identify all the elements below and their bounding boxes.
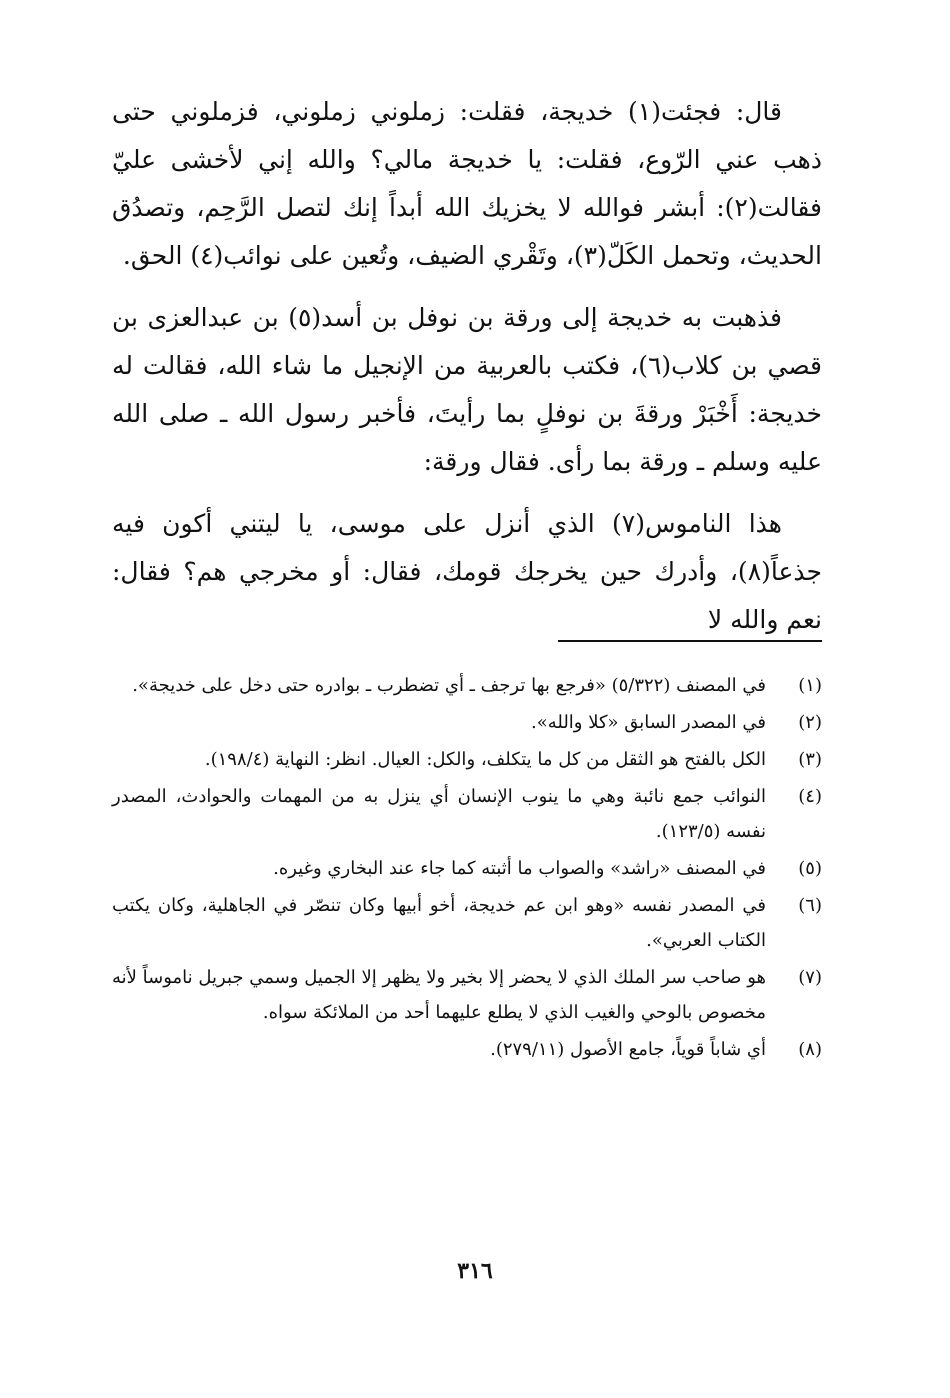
footnote-text: في المصنف «راشد» والصواب ما أثبته كما جاء عند البخاري وغيره.	[273, 858, 766, 879]
page-number: ٣١٦	[457, 1258, 493, 1284]
footnote-text: في المصدر السابق «كلا والله».	[530, 712, 766, 733]
footnote-text: في المصدر نفسه «وهو ابن عم خديجة، أخو أبيها وكان تنصّر في الجاهلية، وكان يكتب الكتاب العربي».	[112, 895, 766, 951]
paragraph-3: هذا الناموس(٧) الذي أنزل على موسى، يا ليتني أكون فيه جذعاً(٨)، وأدرك حين يخرجك قومك، فقال: أو مخرجي هم؟ فقال: نعم والله لا	[112, 509, 822, 634]
footnotes	[112, 668, 822, 1069]
paragraph-2: فذهبت به خديجة إلى ورقة بن نوفل بن أسد(٥) بن عبدالعزى بن قصي بن كلاب(٦)، فكتب بالعربية من الإنجيل ما شاء الله، فقالت له خديجة: أَخْبَرْ ورقةَ بن نوفلٍ بما رأيتَ، فأخبر رسول الله ـ صلى الله عليه وسلم ـ ورقة بما رأى. فقال ورقة:	[112, 303, 822, 476]
footnote-3	[112, 742, 822, 777]
footnote-1	[112, 668, 822, 703]
footnote-number: (١)	[798, 675, 822, 696]
footnote-number: (٢)	[798, 712, 822, 733]
footnote-text: في المصنف (٥/٣٢٢) «فرجع بها ترجف ـ أي تضطرب ـ بوادره حتى دخل على خديجة».	[132, 675, 766, 696]
footnote-2	[112, 705, 822, 740]
paragraph-1: قال: فجئت(١) خديجة، فقلت: زملوني زملوني، فزملوني حتى ذهب عني الرّوع، فقلت: يا خديجة مالي؟ والله إني لأخشى عليّ فقالت(٢): أبشر فوالله لا يخزيك الله أبداً إنك لتصل الرَّحِم، وتصدُق الحديث، وتحمل الكَلّ(٣)، وتَقْري الضيف، وتُعين على نوائب(٤) الحق.	[112, 97, 822, 270]
footnote-separator	[558, 640, 822, 642]
footnote-number: (٧)	[798, 967, 822, 988]
footnote-4	[112, 779, 822, 849]
footnote-text: الكل بالفتح هو الثقل من كل ما يتكلف، والكل: العيال. انظر: النهاية (١٩٨/٤).	[204, 749, 766, 770]
footnote-text: النوائب جمع نائبة وهي ما ينوب الإنسان أي ينزل به من المهمات والحوادث، المصدر نفسه (١٢٣/٥).	[112, 786, 766, 842]
main-text	[112, 88, 822, 644]
footnote-number: (٥)	[798, 858, 822, 879]
footnote-number: (٤)	[798, 786, 822, 807]
footnote-number: (٦)	[798, 895, 822, 916]
footnote-text: هو صاحب سر الملك الذي لا يحضر إلا بخير ولا يظهر إلا الجميل وسمي جبريل ناموساً لأنه مخصوص بالوحي والغيب الذي لا يطلع عليهما أحد من الملائكة سواه.	[112, 967, 766, 1023]
footnote-8	[112, 1032, 822, 1067]
footnote-number: (٣)	[798, 749, 822, 770]
footnote-7	[112, 960, 822, 1030]
footnote-6	[112, 888, 822, 958]
footnote-5	[112, 851, 822, 886]
footnote-number: (٨)	[798, 1039, 822, 1060]
footnote-text: أي شاباً قوياً، جامع الأصول (٢٧٩/١١).	[490, 1039, 766, 1060]
